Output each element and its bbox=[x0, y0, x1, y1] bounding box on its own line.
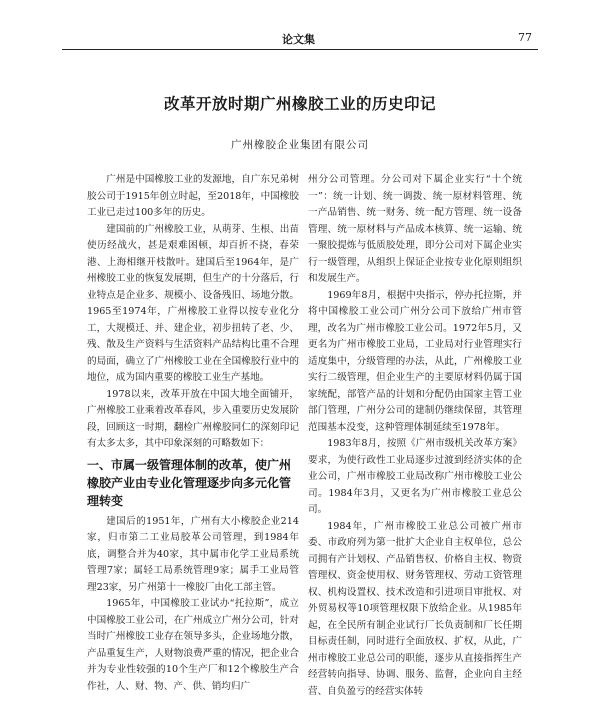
right-column bbox=[308, 172, 522, 700]
section-label: 论文集 bbox=[282, 33, 315, 46]
article-author: 广州橡胶企业集团有限公司 bbox=[231, 139, 369, 151]
running-header bbox=[62, 29, 538, 50]
paragraph: 1978以来，改革开放在中国大地全面铺开，广州橡胶工业乘着改革春风，步入重要历史发展阶段，回顾这一时期，翻检广州橡胶同仁的深刻印记有太多太多，其中印象深刻的可略数如下： bbox=[87, 388, 299, 449]
paragraph: 1965年，中国橡胶工业试办“托拉斯”，成立中国橡胶工业公司，在广州成立广州分公司，针对当时广州橡胶工业存在领导多头，企业场地分散，产品重复生产，人财物浪费严重的情况，把企业合并为专业性较强的10个生产厂和12个橡胶生产合作社，人、财、物、产、供、销均归广 bbox=[87, 598, 299, 692]
paragraph: 1984年，广州市橡胶工业总公司被广州市委、市政府列为第一批扩大企业自主权单位，总公司拥有产计划权、产品销售权、价格自主权、物资管理权、资金使用权、财务管理权、劳动工资管理权、机构设置权、技术改造和引进项目审批权、对外贸易权等10项管理权限下放给企业。从1985年起，在全民所有制企业试行厂长负责制和厂长任期目标责任制，同时进行全面放权、扩权，从此，广州市橡胶工业总公司的职能，逐步从直接指挥生产经营转向指导、协调、服务、监督，企业向自主经营、自负盈亏的经营实体转 bbox=[308, 520, 522, 697]
section-heading: 一、市属一级管理体制的改革，使广州橡胶产业由专业化管理逐步向多元化管理转变 bbox=[87, 457, 292, 508]
paragraph: 州分公司管理。分公司对下属企业实行“十个统一”：统一计划、统一调拨、统一原材料管理、统一产品销售、统一财务、统一配方管理、统一设备管理、统一原材料与产品成本核算、统一运输、统一聚胶提炼与低质胶处理，即分公司对下属企业实行一级管理，从组织上保证企业按专业化原则组织和发展生产。 bbox=[308, 174, 522, 284]
paragraph: 建国前的广州橡胶工业，从萌芽、生根、出苗使历经战火，甚是艰难困顿，却百折不挠，春荣港、上海相继开枝散叶。建国后至1964年，是广州橡胶工业的恢复发展期，但生产的十分落后，行业特点是企业多、规模小、设备残旧、场地分散。1965至1974年，广州橡胶工业得以按专业化分工，大规模迁、并、建企业，初步扭转了老、少、残、散及生产资料与生活资料产品结构比重不合理的局面，确立了广州橡胶工业在全国橡胶行业中的地位，成为国内重要的橡胶工业生产基地。 bbox=[87, 223, 299, 383]
paragraph: 建国后的1951年，广州有大小橡胶企业214家，归市第二工业局胶革公司管理，到1984年底，调整合并为40家，其中属市化学工业局系统管理7家；属轻工局系统管理9家；属手工业局管理23家，另广州第十一橡胶厂由化工部主管。 bbox=[87, 515, 299, 593]
article-title: 改革开放时期广州橡胶工业的历史印记 bbox=[163, 94, 436, 113]
paragraph: 1983年8月，按照《广州市级机关改革方案》要求，为使行政性工业局逐步过渡到经济实体的企业公司，广州市橡胶工业局改称广州市橡胶工业公司。1984年3月，又更名为广州市橡胶工业总公司。 bbox=[308, 438, 522, 515]
paragraph: 广州是中国橡胶工业的发源地，自广东兄弟树胶公司于1915年创立时起，至2018年，中国橡胶工业已走过100多年的历史。 bbox=[87, 174, 299, 218]
left-column bbox=[87, 172, 299, 695]
page-number: 77 bbox=[518, 31, 532, 44]
paragraph: 1969年8月，根据中央指示，停办托拉斯，并将中国橡胶工业公司广州分公司下放给广州市管理，改名为广州市橡胶工业公司。1972年5月，又更名为广州市橡胶工业局，工业局对行业管理实行适度集中，分级管理的办法，从此，广州橡胶工业实行二级管理，但企业生产的主要原材料仍属于国家统配，部管产品的计划和分配仍由国家主管工业部门管理，广州分公司的建制仍继续保留，其管理范围基本没变，这种管理体制延续至1978年。 bbox=[308, 289, 522, 433]
